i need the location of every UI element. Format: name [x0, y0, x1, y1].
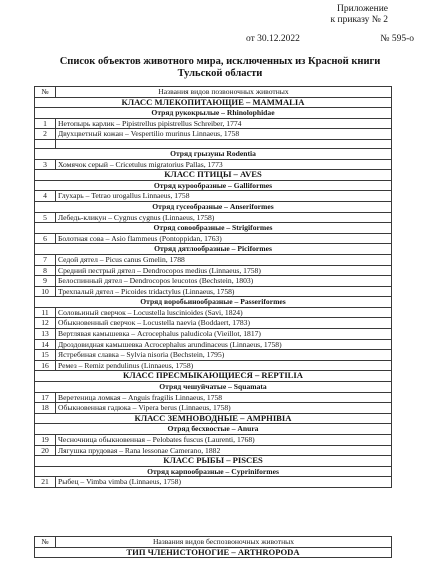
species-row — [35, 307, 392, 318]
species-row — [35, 191, 392, 202]
order-heading: Отряд курообразные – Galliformes — [35, 180, 392, 191]
species-name: Дроздовидная камышевка Acrocephalus arundinaceus (Linnaeus, 1758) — [56, 339, 392, 350]
class-heading: ТИП ЧЛЕНИСТОНОГИЕ – ARTHROPODA — [35, 547, 392, 558]
species-row — [35, 403, 392, 414]
species-number: 7 — [35, 254, 56, 265]
document-title — [20, 56, 420, 80]
order-row — [35, 424, 392, 435]
species-name: Лягушка прудовая – Rana lessonae Camerano, 1882 — [56, 445, 392, 456]
species-name: Соловьиный сверчок – Locustella luscinioides (Savi, 1824) — [56, 307, 392, 318]
class-heading: КЛАСС ПРЕСМЫКАЮЩИЕСЯ – REPTILIA — [35, 371, 392, 382]
table-header-row — [35, 87, 392, 98]
species-number: 17 — [35, 392, 56, 403]
species-name: Веретеница ломкая – Anguis fragilis Linnaeus, 1758 — [56, 392, 392, 403]
species-row — [35, 329, 392, 340]
species-number: 8 — [35, 265, 56, 276]
order-heading: Отряд бесхвостые – Anura — [35, 424, 392, 435]
class-row — [35, 170, 392, 181]
species-name: Рыбец – Vimba vimba (Linnaeus, 1758) — [56, 477, 392, 488]
species-row — [35, 339, 392, 350]
species-row — [35, 445, 392, 456]
order-heading: Отряд дятлообразные – Piciformes — [35, 244, 392, 255]
empty-cell — [56, 139, 392, 148]
order-row — [35, 297, 392, 308]
species-number: 12 — [35, 318, 56, 329]
class-heading: КЛАСС ЗЕМНОВОДНЫЕ – AMPHIBIA — [35, 413, 392, 424]
species-number: 6 — [35, 233, 56, 244]
species-number: 10 — [35, 286, 56, 297]
order-row — [35, 201, 392, 212]
species-number: 14 — [35, 339, 56, 350]
table-header-row — [35, 537, 392, 548]
order-heading: Отряд рукокрылые – Rhinolophidae — [35, 108, 392, 119]
species-name: Обыкновенная гадюка – Vipera berus (Linnaeus, 1758) — [56, 403, 392, 414]
species-number: 1 — [35, 118, 56, 129]
order-heading: Отряд воробьинообразные – Passeriformes — [35, 297, 392, 308]
species-number: 18 — [35, 403, 56, 414]
title-line-2: Тульской области — [177, 68, 263, 79]
class-row — [35, 547, 392, 558]
species-name: Хомячок серый – Cricetulus migratorius Pallas, 1773 — [56, 159, 392, 170]
order-row — [35, 466, 392, 477]
species-number: 5 — [35, 212, 56, 223]
order-heading: Отряд чешуйчатые – Squamata — [35, 382, 392, 393]
species-name: Ястребиная славка – Sylvia nisoria (Bechstein, 1795) — [56, 350, 392, 361]
class-row — [35, 97, 392, 108]
class-heading: КЛАСС МЛЕКОПИТАЮЩИЕ – MAMMALIA — [35, 97, 392, 108]
species-name: Двухцветный кожан – Vespertilio murinus Linnaeus, 1758 — [56, 129, 392, 140]
species-row — [35, 212, 392, 223]
species-number: 16 — [35, 360, 56, 371]
order-row — [35, 148, 392, 159]
species-name: Обыкновенный сверчок – Locustella naevia (Boddaert, 1783) — [56, 318, 392, 329]
species-number: 21 — [35, 477, 56, 488]
class-row — [35, 413, 392, 424]
column-name-header: Названия видов позвоночных животных — [56, 87, 392, 98]
species-name: Чесночница обыкновенная – Pelobates fuscus (Laurenti, 1768) — [56, 435, 392, 446]
species-number: 9 — [35, 276, 56, 287]
invertebrates-table — [34, 536, 392, 558]
class-heading: КЛАСС РЫБЫ – PISCES — [35, 456, 392, 467]
empty-cell — [35, 139, 56, 148]
appendix-label: Приложение — [337, 4, 388, 14]
title-line-1: Список объектов животного мира, исключенных из Красной книги — [59, 56, 381, 67]
species-row — [35, 276, 392, 287]
order-row — [35, 223, 392, 234]
species-name: Седой дятел – Picus canus Gmelin, 1788 — [56, 254, 392, 265]
species-name: Лебедь-кликун – Cygnus cygnus (Linnaeus, 1758) — [56, 212, 392, 223]
column-name-header: Названия видов беспозвоночных животных — [56, 537, 392, 548]
species-row — [35, 350, 392, 361]
class-row — [35, 456, 392, 467]
species-row — [35, 318, 392, 329]
order-row — [35, 244, 392, 255]
species-name: Трехпалый дятел – Picoides tridactylus (Linnaeus, 1758) — [56, 286, 392, 297]
order-reference: к приказу № 2 — [330, 15, 388, 25]
column-number-header: № — [35, 87, 56, 98]
species-number: 13 — [35, 329, 56, 340]
species-name: Ремез – Remiz pendulinus (Linnaeus, 1758) — [56, 360, 392, 371]
species-name: Болотная сова – Asio flammeus (Pontoppidan, 1763) — [56, 233, 392, 244]
order-date-row — [246, 34, 414, 44]
order-heading: Отряд карпообразные – Cypriniformes — [35, 466, 392, 477]
species-row — [35, 392, 392, 403]
order-heading: Отряд гусеобразные – Anseriformes — [35, 201, 392, 212]
species-row — [35, 254, 392, 265]
appendix-header — [331, 4, 388, 26]
order-heading: Отряд совообразные – Strigiformes — [35, 223, 392, 234]
species-row — [35, 435, 392, 446]
species-row — [35, 265, 392, 276]
species-row — [35, 360, 392, 371]
species-number: 19 — [35, 435, 56, 446]
species-number: 4 — [35, 191, 56, 202]
species-row — [35, 118, 392, 129]
order-date: от 30.12.2022 — [246, 34, 300, 44]
order-row — [35, 180, 392, 191]
species-row — [35, 129, 392, 140]
order-heading: Отряд грызуны Rodentia — [35, 148, 392, 159]
order-row — [35, 108, 392, 119]
species-row — [35, 233, 392, 244]
vertebrates-table — [34, 86, 392, 488]
species-number: 3 — [35, 159, 56, 170]
order-number: № 595-о — [380, 34, 414, 44]
species-name: Нетопырь карлик – Pipistrellus pipistrellus Schreiber, 1774 — [56, 118, 392, 129]
species-name: Глухарь – Tetrao urogallus Linnaeus, 1758 — [56, 191, 392, 202]
class-heading: КЛАСС ПТИЦЫ – AVES — [35, 170, 392, 181]
species-row — [35, 477, 392, 488]
spacer-row — [35, 139, 392, 148]
species-row — [35, 286, 392, 297]
species-number: 20 — [35, 445, 56, 456]
species-number: 15 — [35, 350, 56, 361]
species-name: Средний пестрый дятел – Dendrocopos medius (Linnaeus, 1758) — [56, 265, 392, 276]
species-name: Белоспинный дятел – Dendrocopos leucotos (Bechstein, 1803) — [56, 276, 392, 287]
species-name: Вертлявая камышевка – Acrocephalus paludicola (Vieillot, 1817) — [56, 329, 392, 340]
species-row — [35, 159, 392, 170]
species-number: 2 — [35, 129, 56, 140]
species-number: 11 — [35, 307, 56, 318]
class-row — [35, 371, 392, 382]
column-number-header: № — [35, 537, 56, 548]
order-row — [35, 382, 392, 393]
